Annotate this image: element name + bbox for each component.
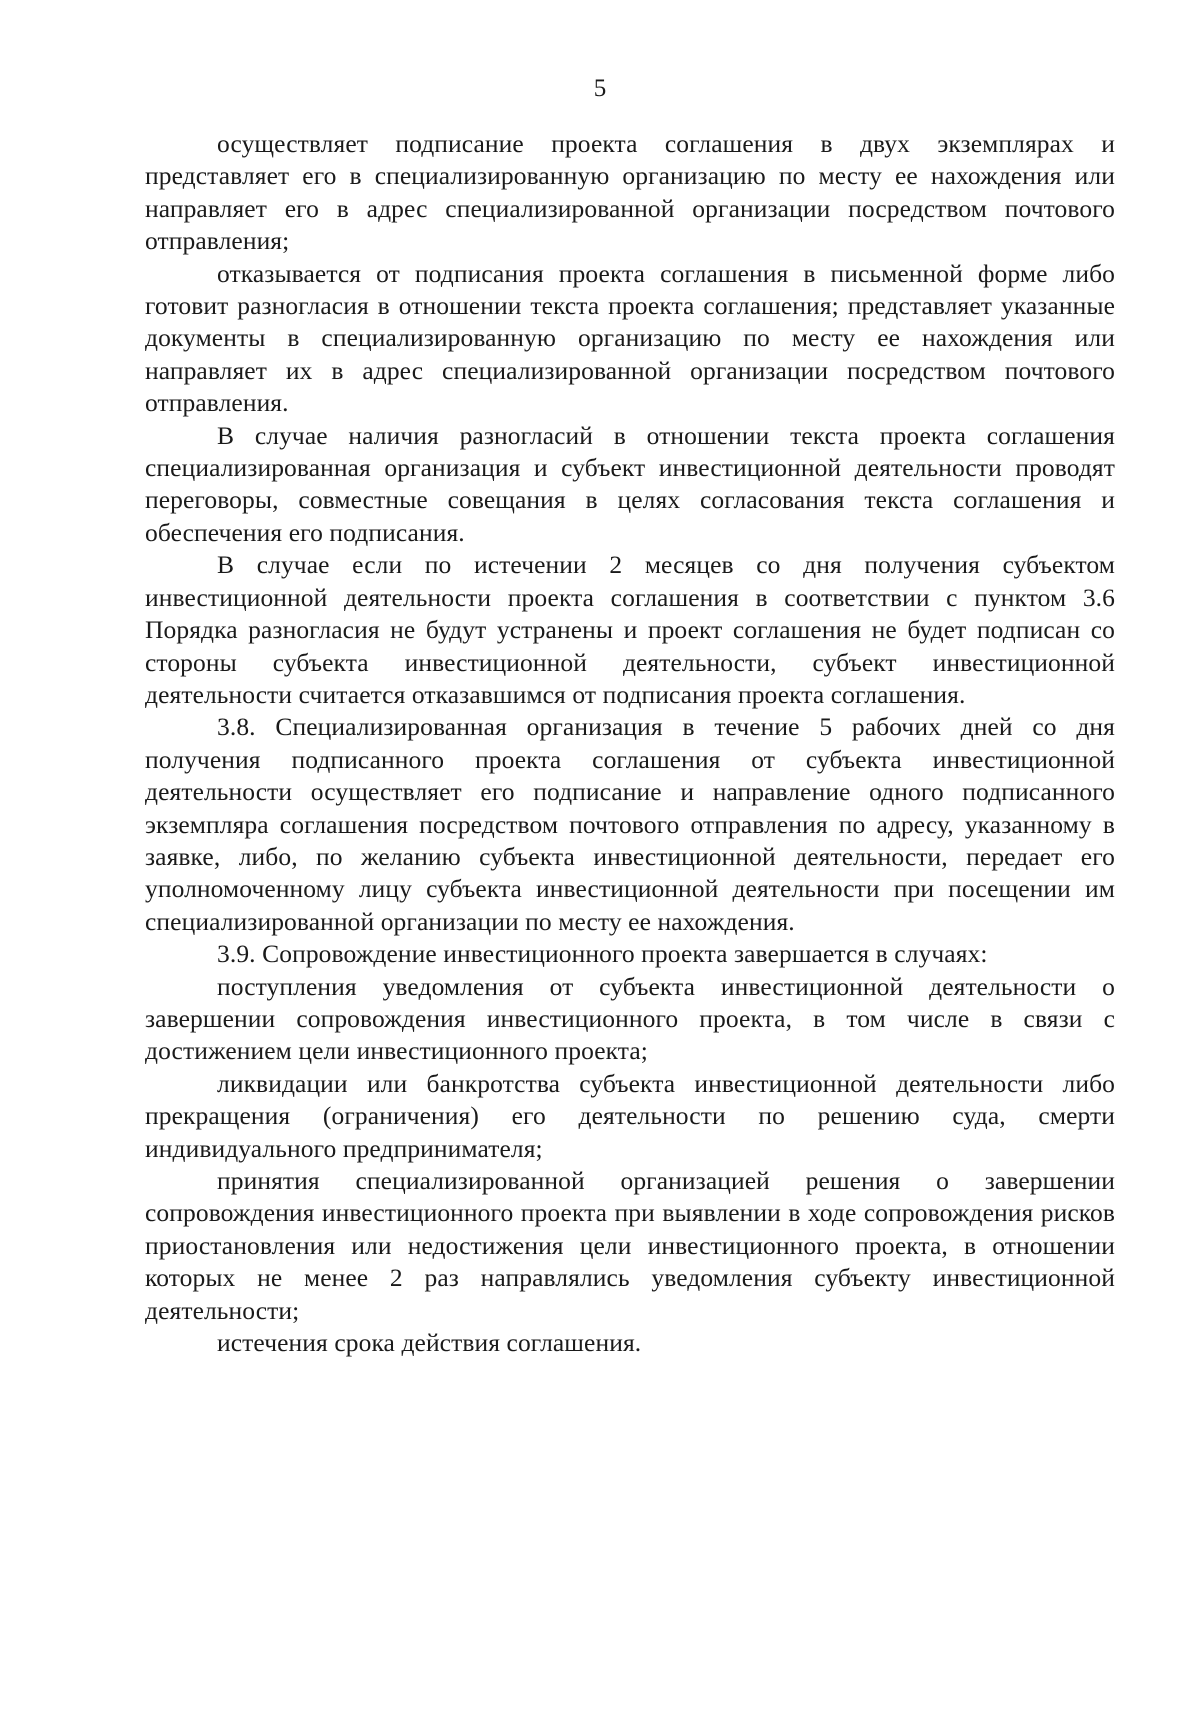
document-body — [145, 128, 1115, 1359]
paragraph: принятия специализированной организацией решения о завершении сопровождения инвестиционного проекта при выявлении в ходе сопровождения рисков приостановления или недостижения цели инвестиционного проекта, в отношении которых не менее 2 раз направлялись уведомления субъекту инвестиционной деятельности; — [145, 1166, 1115, 1325]
page-number: 5 — [593, 75, 607, 102]
paragraph: ликвидации или банкротства субъекта инвестиционной деятельности либо прекращения (ограничения) его деятельности по решению суда, смерти индивидуального предпринимателя; — [145, 1068, 1115, 1163]
paragraph: В случае если по истечении 2 месяцев со дня получения субъектом инвестиционной деятельности проекта соглашения в соответствии с пунктом 3.6 Порядка разногласия не будут устранены и проект соглашения не будет подписан со стороны субъекта инвестиционной деятельности, субъект инвестиционной деятельности считается отказавшимся от подписания проекта соглашения. — [145, 550, 1115, 709]
paragraph: поступления уведомления от субъекта инвестиционной деятельности о завершении сопровождения инвестиционного проекта, в том числе в связи с достижением цели инвестиционного проекта; — [145, 971, 1115, 1066]
paragraph: отказывается от подписания проекта соглашения в письменной форме либо готовит разногласия в отношении текста проекта соглашения; представляет указанные документы в специализированную организацию по месту ее нахождения или направляет их в адрес специализированной организации посредством почтового отправления. — [145, 258, 1115, 418]
paragraph: 3.9. Сопровождение инвестиционного проекта завершается в случаях: — [217, 939, 988, 969]
paragraph: 3.8. Специализированная организация в течение 5 рабочих дней со дня получения подписанного проекта соглашения от субъекта инвестиционной деятельности осуществляет его подписание и направление одного подписанного экземпляра соглашения посредством почтового отправления по адресу, указанному в заявке, либо, по желанию субъекта инвестиционной деятельности, передает его уполномоченному лицу субъекта инвестиционной деятельности при посещении им специализированной организации по месту ее нахождения. — [145, 712, 1115, 936]
paragraph: В случае наличия разногласий в отношении текста проекта соглашения специализированная организация и субъект инвестиционной деятельности проводят переговоры, совместные совещания в целях согласования текста соглашения и обеспечения его подписания. — [145, 420, 1115, 547]
paragraph: осуществляет подписание проекта соглашения в двух экземплярах и представляет его в специализированную организацию по месту ее нахождения или направляет его в адрес специализированной организации посредством почтового отправления; — [145, 129, 1115, 256]
paragraph: истечения срока действия соглашения. — [217, 1328, 642, 1358]
